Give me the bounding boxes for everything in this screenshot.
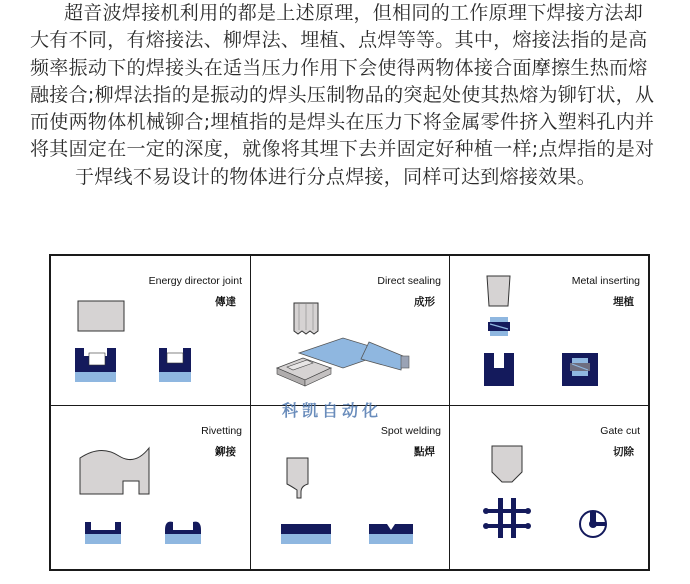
energy-director-diagram [51, 256, 251, 406]
paragraph-line-7: 于焊线不易设计的物体进行分点焊接，同样可达到熔接效果。 [75, 165, 597, 188]
panel-title-zh: 切除 [613, 446, 634, 458]
panel-title-zh: 鉚接 [215, 446, 236, 458]
rivetting-diagram [51, 406, 251, 569]
paragraph-line-3: 频率振动下的焊接头在适当压力作用下会使得两物体接合面摩擦生热而熔 [30, 56, 648, 79]
paragraph-line-1: 超音波焊接机利用的都是上述原理，但相同的工作原理下焊接方法却 [64, 2, 644, 24]
panel-title-en: Metal inserting [571, 275, 640, 287]
panel-title-en: Spot welding [380, 425, 441, 437]
paragraph-line-6: 将其固定在一定的深度，就像将其埋下去并固定好种植一样;点焊指的是对 [30, 138, 655, 161]
watermark-text: 科凯自动化 [282, 401, 383, 420]
panel-rivetting [51, 406, 251, 569]
metal-inserting-diagram [450, 256, 648, 406]
panel-spot-welding [251, 406, 450, 569]
description-paragraph [30, 0, 670, 191]
gate-cut-diagram [450, 406, 648, 569]
panel-title-en: Rivetting [201, 425, 242, 437]
panel-title-en: Direct sealing [377, 275, 441, 287]
paragraph-line-5: 而使两物体机械铆合;埋植指的是焊头在压力下将金属零件挤入塑料孔内并 [30, 111, 655, 134]
panel-gate-cut [450, 406, 648, 569]
panel-title-zh: 埋植 [613, 296, 634, 308]
panel-title-zh: 點焊 [414, 446, 435, 458]
direct-sealing-diagram [251, 256, 450, 406]
panel-metal-inserting [450, 256, 648, 406]
paragraph-line-2: 大有不同，有熔接法、柳焊法、埋植、点焊等等。其中，熔接法指的是高 [30, 29, 648, 52]
panel-title-zh: 成形 [414, 296, 435, 308]
panel-direct-sealing [251, 256, 450, 406]
panel-title-zh: 傳達 [215, 296, 236, 308]
paragraph-line-4: 融接合;柳焊法指的是振动的焊头压制物品的突起处使其热熔为铆钉状，从 [30, 83, 655, 106]
panel-energy-director [51, 256, 251, 406]
panel-title-en: Gate cut [600, 425, 640, 437]
panel-title-en: Energy director joint [148, 275, 242, 287]
spot-welding-diagram [251, 406, 450, 569]
